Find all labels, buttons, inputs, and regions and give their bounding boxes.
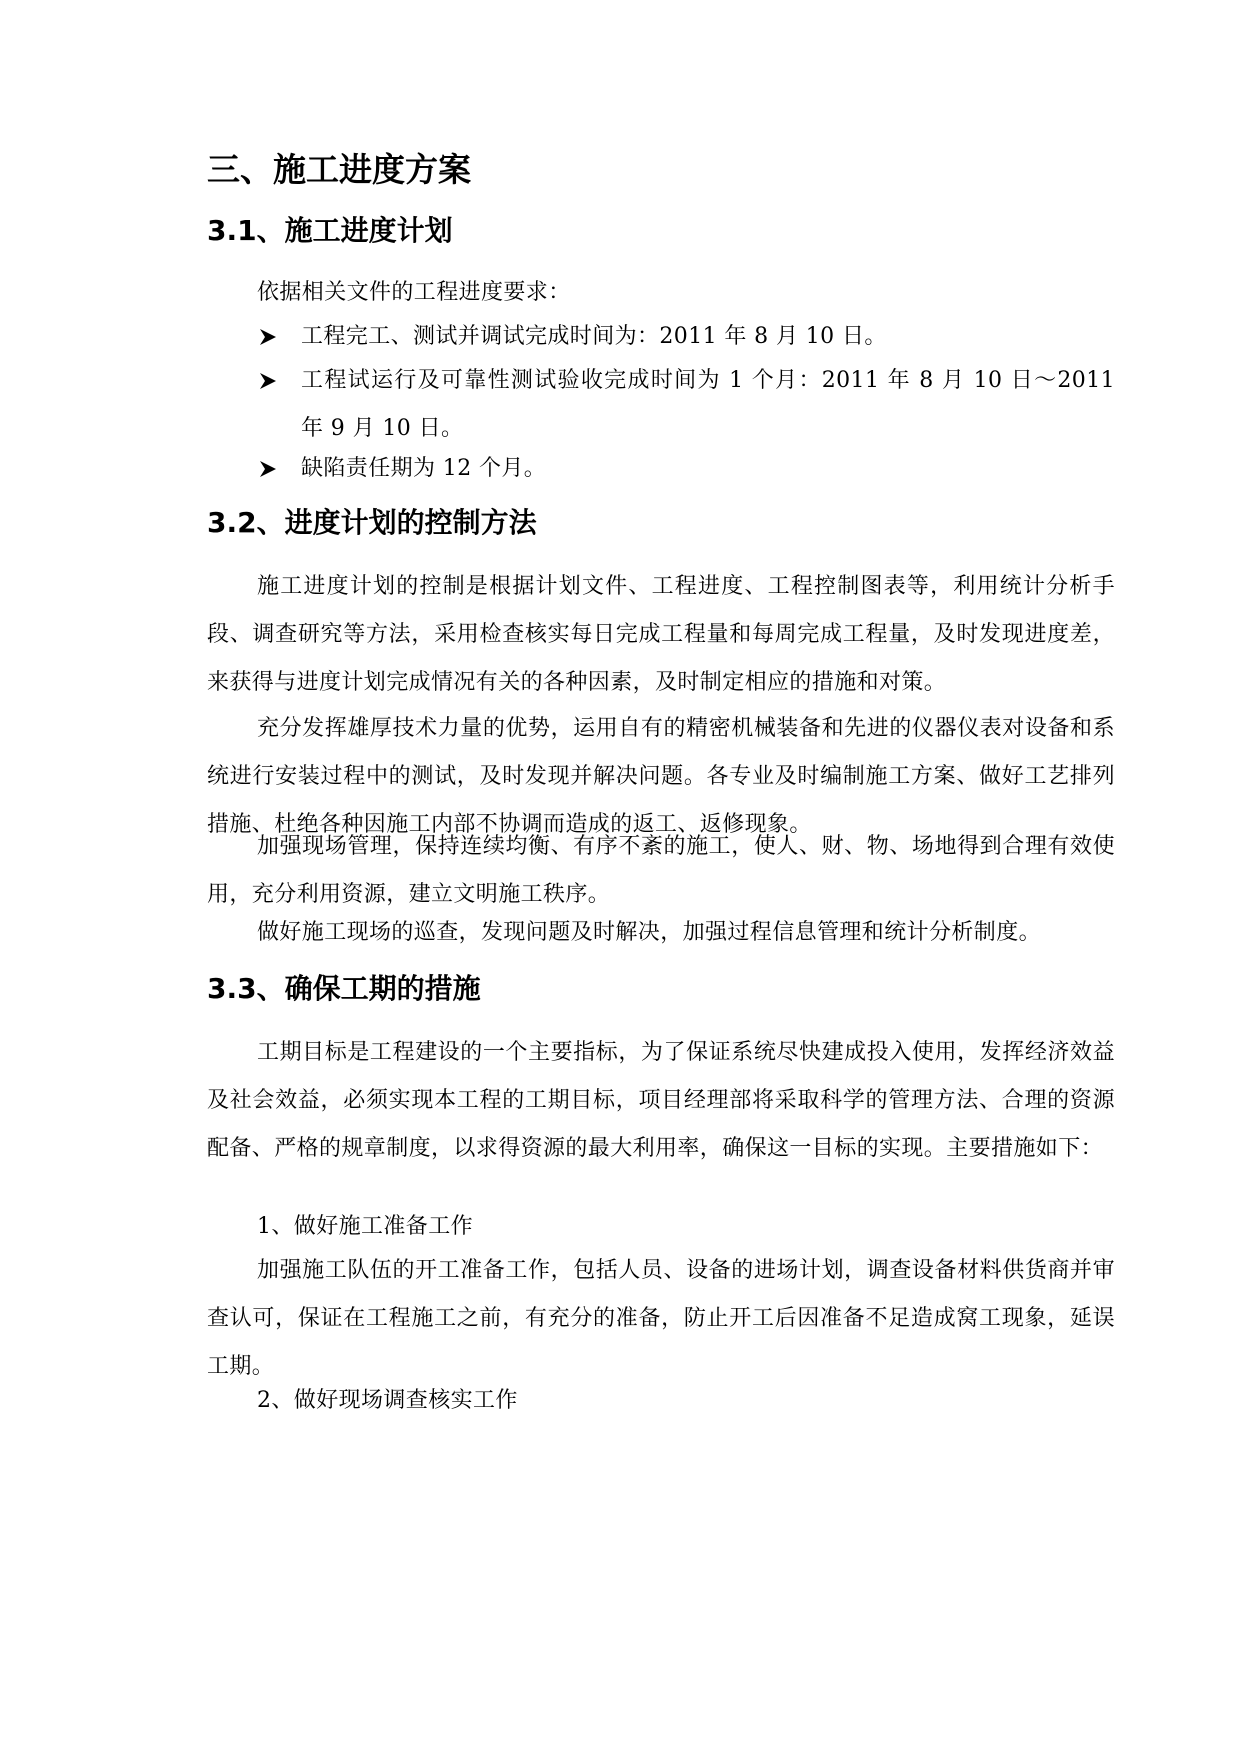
section-3-2-paragraph: 做好施工现场的巡查，发现问题及时解决，加强过程信息管理和统计分析制度。 xyxy=(257,920,1042,945)
section-3-2-paragraph: 施工进度计划的控制是根据计划文件、工程进度、工程控制图表等，利用统计分析手段、调查研究等方法，采用检查核实每日完成工程量和每周完成工程量，及时发现进度差，来获得与进度计划完成情况有关的各种因素，及时制定相应的措施和对策。 xyxy=(207,574,1115,695)
section-heading-3-2: 3.2、进度计划的控制方法 xyxy=(207,506,537,539)
bullet-item xyxy=(257,313,1115,361)
measure-heading-1: 1、做好施工准备工作 xyxy=(257,1214,473,1239)
section-heading-3-1: 3.1、施工进度计划 xyxy=(207,214,453,247)
section-3-1-intro: 依据相关文件的工程进度要求： xyxy=(257,280,571,305)
section-heading-3-3: 3.3、确保工期的措施 xyxy=(207,972,481,1005)
section-3-3-paragraph: 加强施工队伍的开工准备工作，包括人员、设备的进场计划，调查设备材料供货商并审查认可，保证在工程施工之前，有充分的准备，防止开工后因准备不足造成窝工现象，延误工期。 xyxy=(207,1258,1115,1379)
bullet-text: 工程试运行及可靠性测试验收完成时间为 1 个月：2011 年 8 月 10 日～2011 年 9 月 10 日。 xyxy=(301,368,1115,441)
bullet-item xyxy=(257,445,1115,493)
section-3-3-paragraph: 工期目标是工程建设的一个主要指标，为了保证系统尽快建成投入使用，发挥经济效益及社会效益，必须实现本工程的工期目标，项目经理部将采取科学的管理方法、合理的资源配备、严格的规章制度，以求得资源的最大利用率，确保这一目标的实现。主要措施如下： xyxy=(207,1040,1115,1161)
chapter-heading: 三、施工进度方案 xyxy=(207,150,471,189)
bullet-text: 缺陷责任期为 12 个月。 xyxy=(301,456,547,481)
section-3-2-paragraph: 加强现场管理，保持连续均衡、有序不紊的施工，使人、财、物、场地得到合理有效使用，充分利用资源，建立文明施工秩序。 xyxy=(207,834,1115,907)
section-3-2-paragraph: 充分发挥雄厚技术力量的优势，运用自有的精密机械装备和先进的仪器仪表对设备和系统进行安装过程中的测试，及时发现并解决问题。各专业及时编制施工方案、做好工艺排列措施、杜绝各种因施工内部不协调而造成的返工、返修现象。 xyxy=(207,716,1115,837)
bullet-item xyxy=(257,357,1115,453)
measure-heading-2: 2、做好现场调查核实工作 xyxy=(257,1388,518,1413)
bullet-text: 工程完工、测试并调试完成时间为：2011 年 8 月 10 日。 xyxy=(301,324,887,349)
